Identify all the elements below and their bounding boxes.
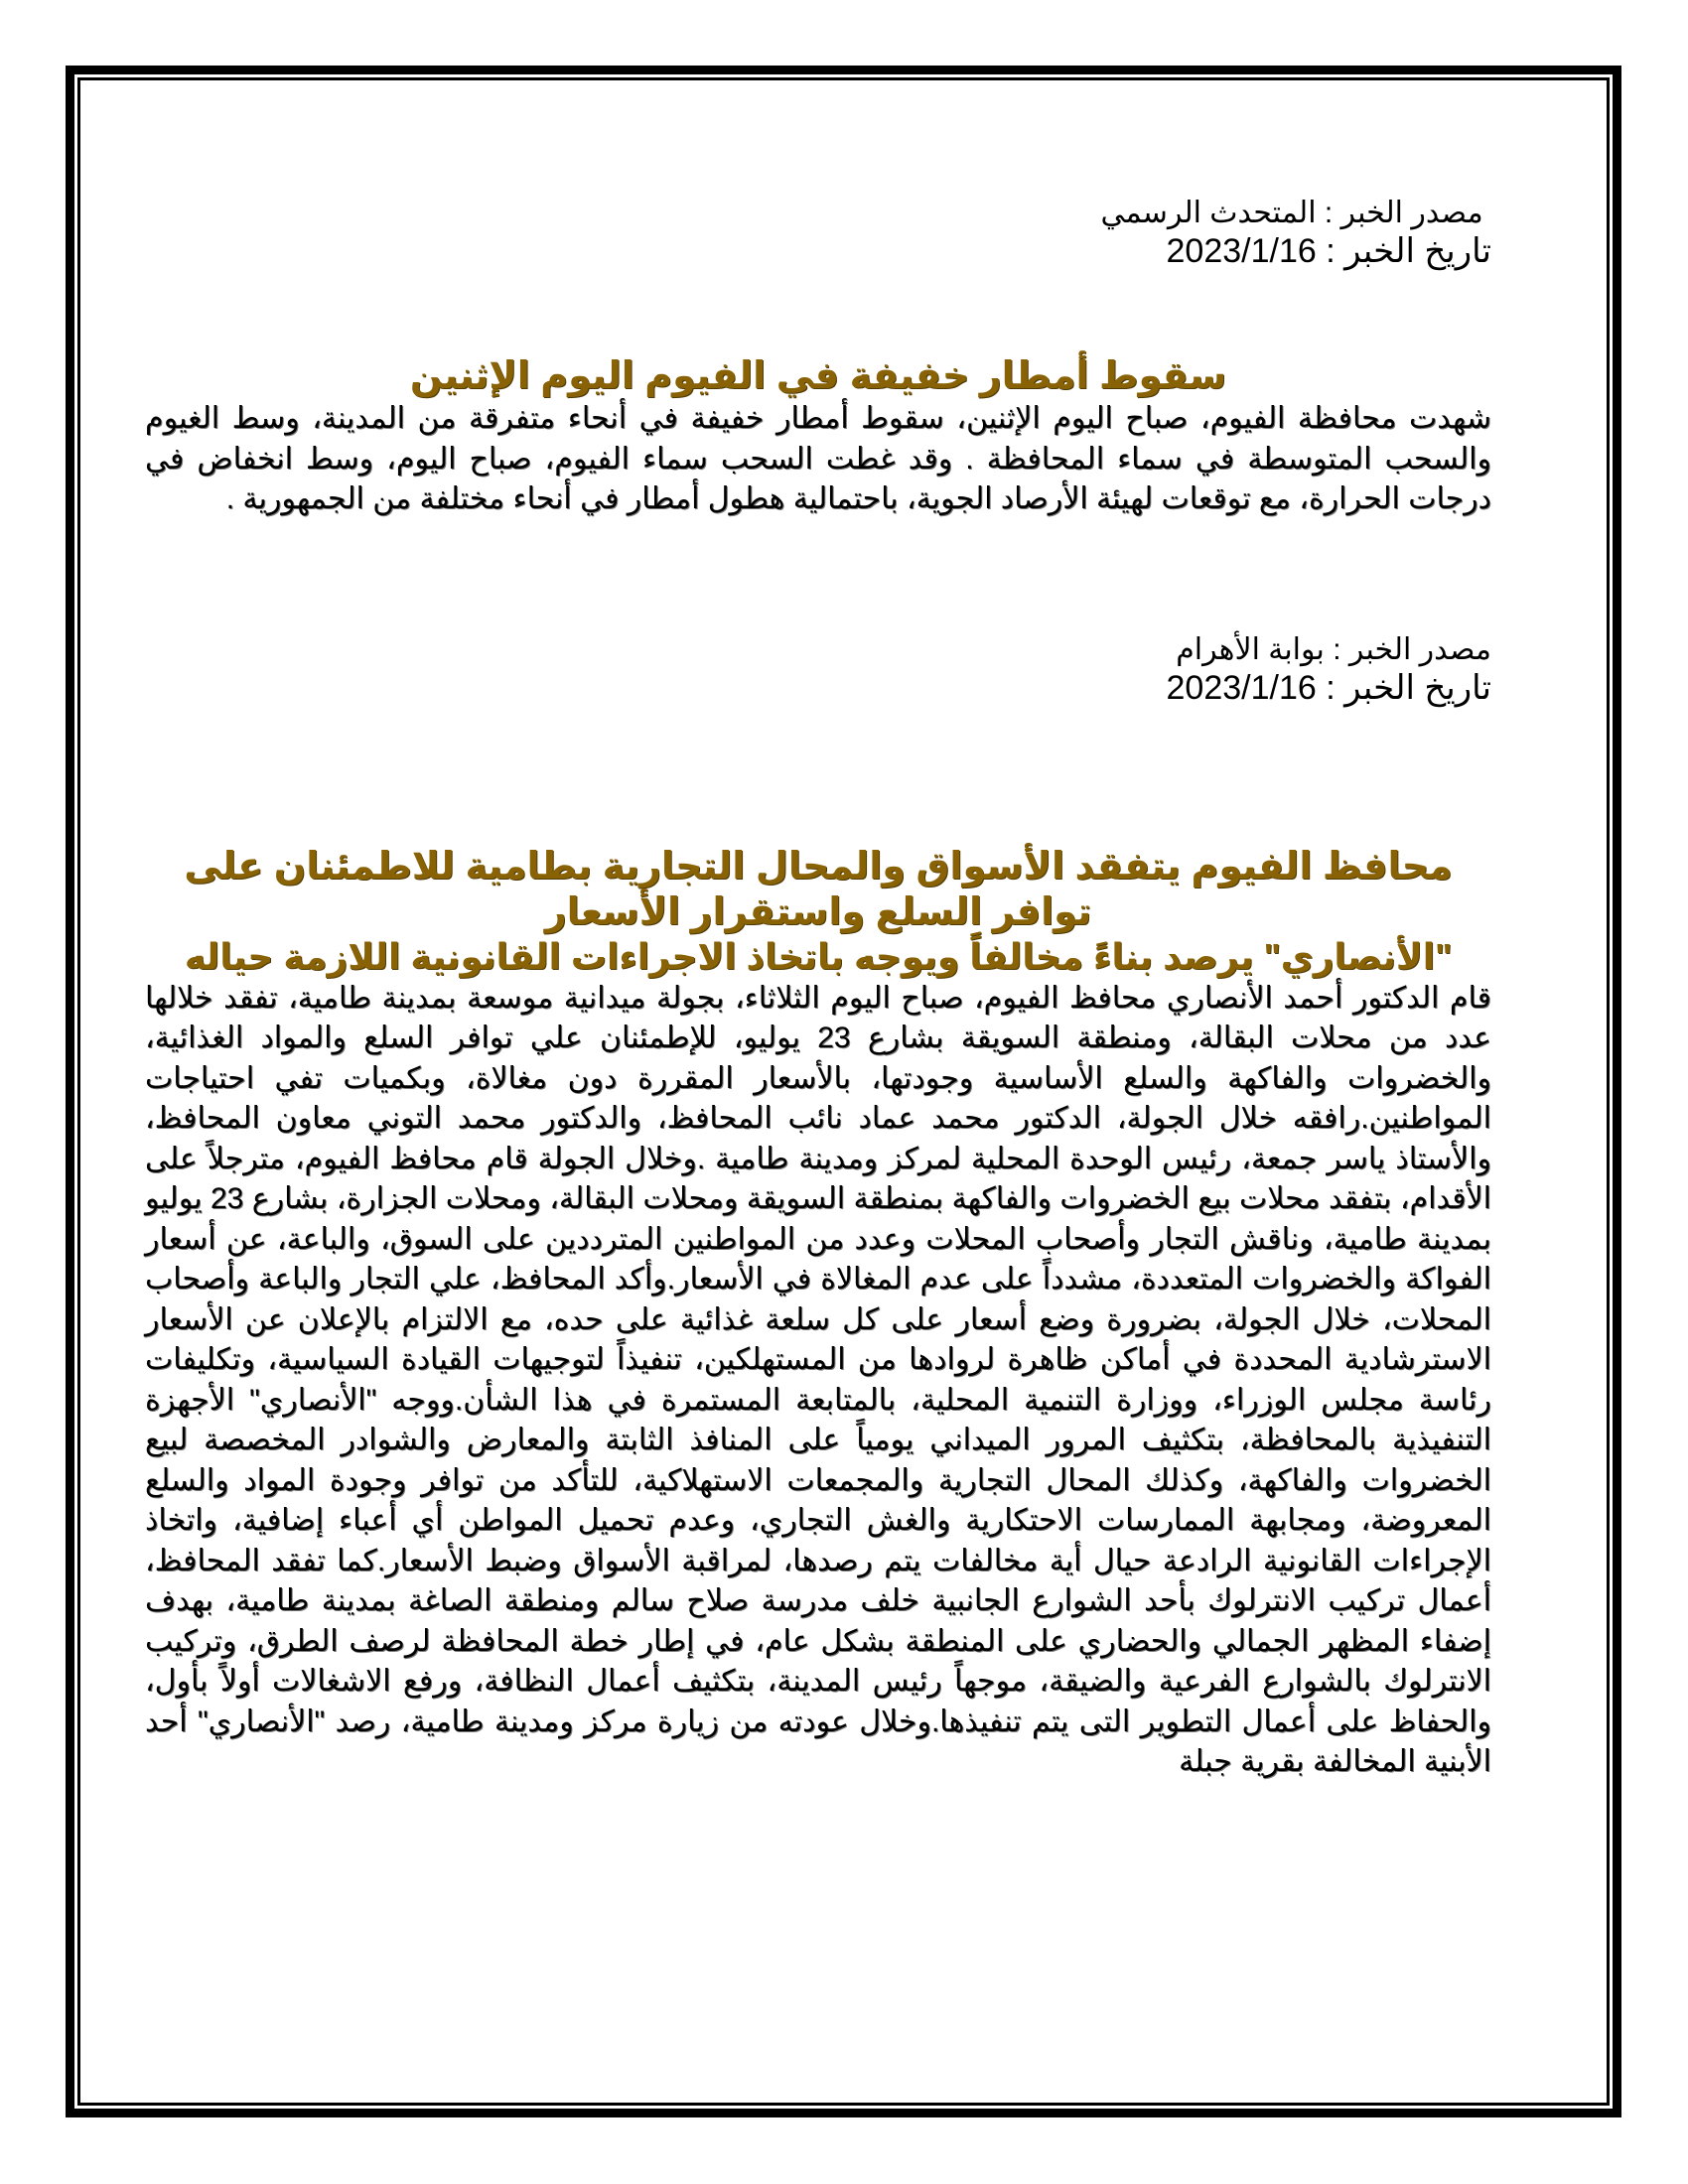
article-2-meta xyxy=(145,631,1491,707)
article-body: قام الدكتور أحمد الأنصاري محافظ الفيوم، صباح اليوم الثلاثاء، بجولة ميدانية موسعة بمدينة طامية، تفقد خلالها عدد من محلات البقالة، ومنطقة السويقة بشارع 23 يوليو، للإطمئنان علي توافر السلع والمواد الغذائية، والخضروات والفاكهة والسلع الأساسية وجودتها، بالأسعار المقررة دون مغالاة، وبكميات تفي احتياجات المواطنين.رافقه خلال الجولة، الدكتور محمد عماد نائب المحافظ، والدكتور محمد التوني معاون المحافظ، والأستاذ ياسر جمعة، رئيس الوحدة المحلية لمركز ومدينة طامية .وخلال الجولة قام محافظ الفيوم، مترجلاً على الأقدام، بتفقد محلات بيع الخضروات والفاكهة بمنطقة السويقة ومحلات البقالة، ومحلات الجزارة، بشارع 23 يوليو بمدينة طامية، وناقش التجار وأصحاب المحلات وعدد من المواطنين المترددين على السوق، والباعة، عن أسعار الفواكة والخضروات المتعددة، مشدداً على عدم المغالاة في الأسعار.وأكد المحافظ، علي التجار والباعة وأصحاب المحلات، خلال الجولة، بضرورة وضع أسعار على كل سلعة غذائية على حده، مع الالتزام بالإعلان عن الأسعار الاسترشادية المحددة في أماكن ظاهرة لروادها من المستهلكين، تنفيذاً لتوجيهات القيادة السياسية، وتكليفات رئاسة مجلس الوزراء، ووزارة التنمية المحلية، بالمتابعة المستمرة في هذا الشأن.ووجه "الأنصاري" الأجهزة التنفيذية بالمحافظة، بتكثيف المرور الميداني يومياً على المنافذ الثابتة والمعارض والشوادر المخصصة لبيع الخضروات والفاكهة، وكذلك المحال التجارية والمجمعات الاستهلاكية، للتأكد من توافر وجودة المواد والسلع المعروضة، ومجابهة الممارسات الاحتكارية والغش التجاري، وعدم تحميل المواطن أي أعباء إضافية، واتخاذ الإجراءات القانونية الرادعة حيال أية مخالفات يتم رصدها، لمراقبة الأسواق وضبط الأسعار.كما تفقد المحافظ، أعمال تركيب الانترلوك بأحد الشوارع الجانبية خلف مدرسة صلاح سالم ومنطقة الصاغة بمدينة طامية، بهدف إضفاء المظهر الجمالي والحضاري على المنطقة بشكل عام، في إطار خطة المحافظة لرصف الطرق، وتركيب الانترلوك بالشوارع الفرعية والضيقة، موجهاً رئيس المدينة، بتكثيف أعمال النظافة، ورفع الاشغالات أولاً بأول، والحفاظ على أعمال التطوير التى يتم تنفيذها.وخلال عودته من زيارة مركز ومدينة طامية، رصد "الأنصاري" أحد الأبنية المخالفة بقرية جبلة xyxy=(145,981,1491,1778)
article-1 xyxy=(145,195,1491,520)
article-headline: محافظ الفيوم يتفقد الأسواق والمحال التجارية بطامية للاطمئنان على توافر السلع واستقرار الأسعار xyxy=(184,845,1453,933)
article-1-meta xyxy=(145,195,1491,270)
news-source-line xyxy=(145,631,1491,669)
news-source-label: مصدر الخبر : xyxy=(1324,197,1483,229)
news-source-value: بوابة الأهرام xyxy=(1176,632,1325,666)
article-2 xyxy=(145,631,1491,1783)
article-headline: سقوط أمطار خفيفة في الفيوم اليوم الإثنين xyxy=(409,355,1227,397)
news-source-value: المتحدث الرسمي xyxy=(1100,197,1317,229)
article-subheadline: "الأنصاري" يرصد بناءً مخالفاً ويوجه باتخاذ الاجراءات القانونية اللازمة حياله xyxy=(184,935,1453,977)
news-date-value: 2023/1/16 xyxy=(1166,668,1317,707)
news-source-line xyxy=(145,195,1491,232)
news-date-label: تاريخ الخبر : xyxy=(1326,668,1491,707)
article-body: شهدت محافظة الفيوم، صباح اليوم الإثنين، سقوط أمطار خفيفة في أنحاء متفرقة من المدينة، وسط الغيوم والسحب المتوسطة في سماء المحافظة . وقد غطت السحب سماء الفيوم، صباح اليوم، وسط انخفاض في درجات الحرارة، مع توقعات لهيئة الأرصاد الجوية، باحتمالية هطول أمطار في أنحاء مختلفة من الجمهورية . xyxy=(145,402,1491,515)
news-date-line xyxy=(145,232,1491,270)
news-date-value: 2023/1/16 xyxy=(1166,232,1317,270)
news-date-line xyxy=(145,669,1491,707)
news-source-label: مصدر الخبر : xyxy=(1333,632,1491,666)
news-date-label: تاريخ الخبر : xyxy=(1326,232,1491,270)
document-content xyxy=(145,195,1491,1783)
